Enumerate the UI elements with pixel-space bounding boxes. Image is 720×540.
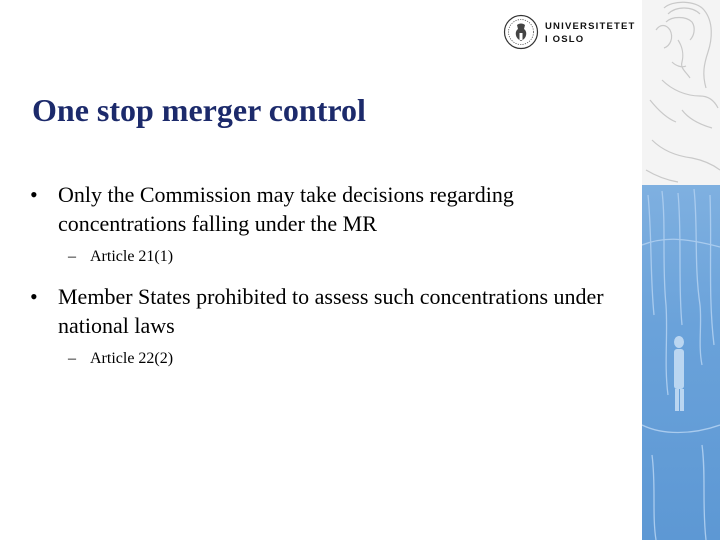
bullet-dot-icon: • — [30, 182, 38, 207]
bullet-item — [30, 180, 630, 268]
university-seal-icon — [503, 14, 539, 50]
dash-icon: – — [68, 248, 76, 265]
bullet-item — [30, 282, 630, 370]
bullet-dot-icon: • — [30, 284, 38, 309]
sub-bullet-text: Article 21(1) — [90, 248, 174, 265]
sculpture-head-icon — [642, 0, 720, 185]
decorative-relief-panel — [642, 185, 720, 540]
bullet-list — [30, 180, 630, 384]
bullet-level2 — [30, 246, 630, 268]
bullet-level1 — [30, 180, 630, 238]
dash-icon: – — [68, 350, 76, 367]
bullet-text: Member States prohibited to assess such concentrations under national laws — [58, 284, 604, 338]
logo-text-line2: I OSLO — [545, 34, 585, 45]
sub-bullet-text: Article 22(2) — [90, 350, 174, 367]
relief-figures-icon — [642, 185, 720, 540]
bullet-text: Only the Commission may take decisions regarding concentrations falling under the MR — [58, 182, 514, 236]
slide-title: One stop merger control — [32, 92, 366, 128]
bullet-level1 — [30, 282, 630, 340]
logo-text-line1: UNIVERSITETET — [545, 21, 636, 32]
decorative-sculpture-panel — [642, 0, 720, 185]
bullet-level2 — [30, 348, 630, 370]
